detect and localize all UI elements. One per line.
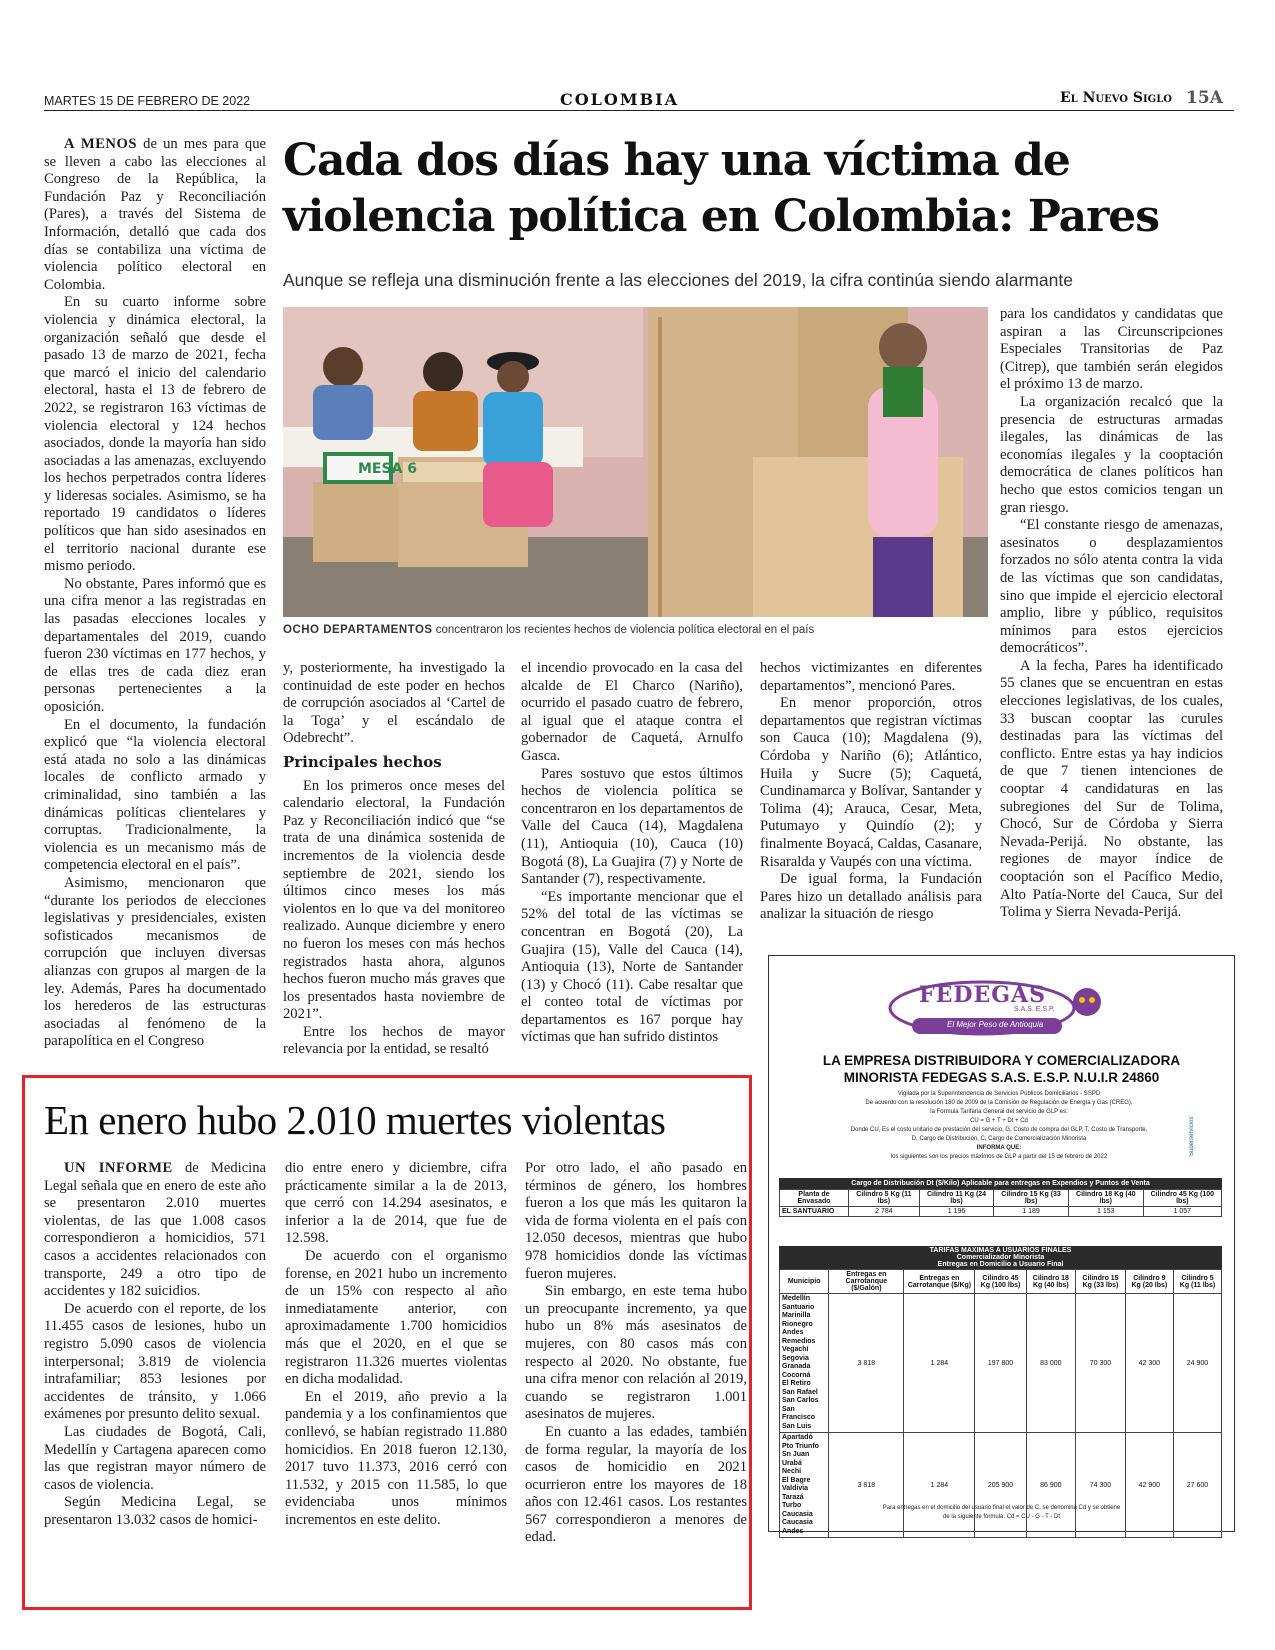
- table2-cell: 70 300: [1076, 1294, 1126, 1433]
- footer-line: Para entregas en el domicilio del usuario final el valor de C, se denomina Cd y se obtiene: [882, 1505, 1121, 1511]
- paragraph: Sin embargo, en este tema hubo un preocupante incremento, ya que hubo un 8% más asesinatos de mujeres, con 80 casos más con respecto al 2020. No obstante, fue una cifra menor con relación al 2019, cuando se registraron 1.001 asesinatos de mujeres.: [525, 1283, 747, 1423]
- fine-line: Donde CU, Es el costo unitario de prestación del servicio, G, Costo de compra del GLP, T, Costo de Transporte,: [850, 1127, 1148, 1133]
- paragraph: hechos victimizantes en diferentes departamentos”, mencionó Pares.: [760, 660, 982, 694]
- caption-text: concentraron los recientes hechos de violencia política electoral en el país: [432, 624, 815, 636]
- table2-header: Cilindro 15 Kg (33 lbs): [1076, 1270, 1126, 1294]
- table2-header: Entregas en Carrotanque ($/Kg): [904, 1270, 975, 1294]
- paragraph: Entre los hechos de mayor relevancia por la entidad, se resaltó: [283, 1023, 505, 1058]
- paragraph: En cuanto a las edades, también de forma regular, la mayoría de los casos de homicidio en 2021 ocurrieron entre los mayores de 18 años con 12.461 casos. Los restantes 567 correspondieron a menores de edad.: [525, 1423, 747, 1546]
- election-photo: [283, 307, 988, 617]
- paragraph: En su cuarto informe sobre violencia y dinámica electoral, la organización señaló que desde el pasado 13 de marzo de 2021, fecha que marcó el inicio del calendario electoral, hasta el 13 de febrero de 2022, se registraron 163 víctimas de violencia electoral y 124 hechos asociados, donde la mayoría han sido asociadas a las amenazas, excluyendo los hechos perpetrados contra líderes y lideresas sociales. Asimismo, se ha reportado 19 candidatos o líderes políticos que han sido asesinados en el territorio nacional durante ese mismo periodo.: [44, 294, 266, 575]
- main-col-2: [283, 660, 505, 1059]
- fine-line: Vigilada por la Superintendencia de Servicios Públicos Domiciliarios - SSPD: [897, 1091, 1101, 1097]
- table2-header: Cilindro 5 Kg (11 lbs): [1173, 1270, 1221, 1294]
- photo-caption: [283, 624, 814, 636]
- table1-cell: 1 057: [1143, 1207, 1221, 1217]
- table2-cell: 42 900: [1125, 1433, 1173, 1538]
- second-col-1: [44, 1160, 266, 1529]
- table2-cell: 42 300: [1125, 1294, 1173, 1433]
- subhead: Principales hechos: [283, 752, 442, 771]
- paragraph: A la fecha, Pares ha identificado 55 clanes que se encuentran en estas elecciones legislativas, de los cuales, 33 buscan cooptar las curules destinadas para las víctimas del conflicto. Entre estas ya hay indicios de que 7 tienen intenciones de cooptar 4 candidaturas en las subregiones del Sur de Tolima, Chocó, Sur de Córdoba y Sierra Nevada-Perijá. No obstante, las regiones de mayor índice de cooptación son el Pacífico Medio, Alto Patía-Norte del Cauca, Sur del Tolima y Sierra Nevada-Perijá.: [1000, 657, 1223, 921]
- paragraph: el incendio provocado en la casa del alcalde de El Charco (Nariño), ocurrido el pasado cuatro de febrero, al igual que el ataque contra el gobernador de Caquetá, Arnulfo Gasca.: [521, 660, 743, 764]
- fine-line: la Fórmula Tarifaria General del servicio de GLP es:: [930, 1109, 1068, 1115]
- table2-title-block: [779, 1246, 1222, 1269]
- paragraph: Según Medicina Legal, se presentaron 13.032 casos de homici-: [44, 1494, 266, 1528]
- table2-cell: 197 800: [975, 1294, 1026, 1433]
- paragraph: y, posteriormente, ha investigado la continuidad de este poder en hechos de corrupción asociados al ‘Cartel de la Toga’ y el escándalo de Odebrecht”.: [283, 660, 505, 747]
- table1-header: Cilindro 18 Kg (40 lbs): [1068, 1190, 1143, 1207]
- table1-header: Cilindro 11 Kg (24 lbs): [919, 1190, 993, 1207]
- table1-header: Cilindro 45 Kg (100 lbs): [1143, 1190, 1221, 1207]
- table1-cell: EL SANTUARIO: [780, 1207, 849, 1217]
- logo-text: FEDEGAS: [919, 982, 1046, 1008]
- mesa-sign: MESA 6: [358, 461, 418, 477]
- paragraph: para los candidatos y candidatas que aspiran a las Circunscripciones Especiales Transitorias de Paz (Citrep), que también serán elegidos el próximo 13 de marzo.: [1000, 306, 1223, 393]
- table1-cell: 1 153: [1068, 1207, 1143, 1217]
- table2-header: Entregas en Carrotanque ($/Galón): [829, 1270, 904, 1294]
- table2-towns: Apartadó Pto Triunfo Sn Juan Urabá Nechí El Bagre Valdivia Tarazá Turbo Caucasia Caucasia Andes: [780, 1433, 829, 1538]
- table1-header: Cilindro 15 Kg (33 lbs): [994, 1190, 1069, 1207]
- main-col-1: [44, 136, 266, 1051]
- paragraph: Las ciudades de Bogotá, Cali, Medellín y Cartagena aparecen como las que registran mayor número de casos de violencia.: [44, 1423, 266, 1493]
- table1-header: Planta de Envasado: [780, 1190, 849, 1207]
- slogan: El Mejor Peso de Antioquia: [947, 1020, 1044, 1029]
- headline-line-2: violencia política en Colombia: Pares: [283, 191, 1160, 242]
- photo-illustration: [283, 307, 988, 617]
- page-number: 15A: [1186, 88, 1223, 108]
- table1-header: Cilindro 5 Kg (11 lbs): [848, 1190, 919, 1207]
- sub-headline: Aunque se refleja una disminución frente a las elecciones del 2019, la cifra continúa siendo alarmante: [283, 270, 1073, 290]
- paragraph: No obstante, Pares informó que es una cifra menor a las registradas en las pasadas elecciones locales y departamentales del 2019, cuando fueron 230 víctimas en 177 hechos, y de ellas tres de cada diez eran personas pertenecientes a la oposición.: [44, 575, 266, 715]
- inform: INFORMA QUE:: [976, 1145, 1022, 1151]
- table2-header: Municipio: [780, 1270, 829, 1294]
- table2-subtitle2: Entregas en Domicilio a Usuario Final: [937, 1261, 1064, 1268]
- paragraph: En menor proporción, otros departamentos que registran víctimas son Cauca (10); Magdalena (9), Córdoba y Nariño (6); Atlántico, Huila y Sucre (5); Caquetá, Cundinamarca y Bolívar, Santander y Tolima (4); Arauca, Cesar, Meta, Putumayo y Quindío (2); y finalmente Boyacá, Caldas, Casanare, Risaralda y Vaupés con una víctima.: [760, 695, 982, 870]
- table2-cell: 27 600: [1173, 1433, 1221, 1538]
- main-col-5: [1000, 306, 1223, 922]
- table1-cell: 1 189: [994, 1207, 1069, 1217]
- logo-sub: S.A.S. E.S.P.: [1014, 1006, 1055, 1013]
- paragraph: En el documento, la fundación explicó que “la violencia electoral está atada no solo a las dinámicas locales de conflicto armado y criminalidad, sino también a las dinámicas políticas clientelares y corruptas. Tradicionalmente, la violencia es un mecanismo más de competencia electoral en el país”.: [44, 716, 266, 874]
- newspaper-name: El Nuevo Siglo: [1060, 90, 1172, 106]
- paragraph: Pares sostuvo que estos últimos hechos de violencia política se concentraron en los departamentos de Valle del Cauca (14), Magdalena (11), Antioquia (10), Cauca (10) Bogotá (8), La Guajira (7) y Norte de Santander (7), respectivamente.: [521, 765, 743, 888]
- table2-cell: 3 818: [829, 1433, 904, 1538]
- lead-in: A MENOS: [64, 136, 137, 152]
- table1-title: Cargo de Distribución Dt ($/Kilo) Aplicable para entregas en Expendios y Puntos de Venta: [779, 1178, 1222, 1189]
- formula: CU = G + T + Dt + Cd: [970, 1118, 1028, 1124]
- table2-cell: 24 900: [1173, 1294, 1221, 1433]
- superservicios-badge: Superservicios: [1189, 1116, 1195, 1156]
- ad-title-1: LA EMPRESA DISTRIBUIDORA Y COMERCIALIZADORA: [822, 1053, 1181, 1068]
- second-col-2: [285, 1160, 507, 1529]
- table2-header: Cilindro 45 Kg (100 lbs): [975, 1270, 1026, 1294]
- fedegas-advertisement: [768, 955, 1235, 1535]
- table1-cell: 2 784: [848, 1207, 919, 1217]
- footer-line: de la siguiente fórmula: Cd = CU - G - T - Dt: [943, 1514, 1060, 1520]
- paragraph: En los primeros once meses del calendario electoral, la Fundación Paz y Reconciliación indicó que “se trata de una dinámica sostenida de incrementos de la violencia desde septiembre de 2021, siendo los últimos cinco meses los más violentos en lo que va del monitoreo realizado. Aunque diciembre y enero no fueron los meses con más hechos registrados hasta ahora, algunos hechos fueron mucho más graves que los presentados hasta noviembre de 2021”.: [283, 777, 505, 1023]
- paragraph: Asimismo, mencionaron que “durante los periodos de elecciones legislativas y presidenciales, existen sofisticados mecanismos de corrupción que incluyen diversas alianzas con grupos al margen de la ley. Además, Pares ha documentado los herederos de las estructuras asociadas al fenómeno de la parapolítica en el Congreso: [44, 874, 266, 1050]
- header-rule: [44, 110, 1234, 111]
- table2-subtitle: Comercializador Minorista: [956, 1254, 1045, 1261]
- distribution-table: [779, 1178, 1222, 1217]
- paragraph: de Medicina Legal señala que en enero de este año se presentaron 2.010 muertes violentas, de las que 1.008 casos correspondieron a homicidios, 571 casos a accidentes relacionados con transporte, 249 a otro tipo de accidentes y 182 suicidios.: [44, 1160, 266, 1300]
- caption-lead: OCHO DEPARTAMENTOS: [283, 624, 433, 636]
- fine-line: los siguientes son los precios máximos de GLP a partir del 15 de febrero de 2022: [890, 1154, 1108, 1160]
- headline-line-1: Cada dos días hay una víctima de: [283, 135, 1070, 186]
- paragraph: La organización recalcó que la presencia de estructuras armadas ilegales, las dinámicas de las economías ilegales y la cooptación democrática de clanes políticos han hecho que estos comicios tengan un gran riesgo.: [1000, 393, 1223, 516]
- second-headline: En enero hubo 2.010 muertes violentas: [44, 1097, 666, 1143]
- main-col-4: [760, 660, 982, 924]
- table2-title: TARIFAS MAXIMAS A USUARIOS FINALES: [929, 1247, 1072, 1254]
- tariff-table: [779, 1246, 1222, 1538]
- fine-line: De acuerdo con la resolución 180 de 2009 de la Comisión de Regulación de Energía y Gas (CREG),: [865, 1100, 1133, 1106]
- table2-header: Cilindro 18 Kg (40 lbs): [1026, 1270, 1076, 1294]
- main-col-3: [521, 660, 743, 1047]
- ad-fine-print: [819, 1090, 1179, 1162]
- paragraph: “El constante riesgo de amenazas, asesinatos o desplazamientos forzados no sólo atenta contra la vida de las víctimas que son candidatas, sino que impide el ejercicio electoral amplio, libre y público, requisitos mínimos para estos ejercicios democráticos”.: [1000, 517, 1223, 657]
- second-col-3: [525, 1160, 747, 1547]
- table2-cell: 86 900: [1026, 1433, 1076, 1538]
- main-headline: [283, 133, 1159, 245]
- paragraph: de un mes para que se lleven a cabo las elecciones al Congreso de la República, la Fundación Paz y Reconciliación (Pares), a través del Sistema de Información, detalló que cada dos días se contabiliza una víctima de violencia político electoral en Colombia.: [44, 136, 266, 293]
- paragraph: Por otro lado, el año pasado en términos de género, los hombres fueron a los que más les quitaron la vida de forma violenta en el país con 12.050 decesos, mientras que hubo 978 homicidios donde las víctimas fueron mujeres.: [525, 1160, 747, 1282]
- ad-footer: [789, 1504, 1214, 1522]
- table2-cell: 1 284: [904, 1433, 975, 1538]
- paragraph: De igual forma, la Fundación Pares hizo un detallado análisis para analizar la situación de riesgo: [760, 871, 982, 923]
- ad-title-2: MINORISTA FEDEGAS S.A.S. E.S.P. N.U.I.R 24860: [843, 1070, 1160, 1085]
- lead-in: UN INFORME: [64, 1160, 173, 1176]
- issue-date: MARTES 15 DE FEBRERO DE 2022: [44, 94, 251, 108]
- table2-towns: Medellín Santuario Marinilla Rionegro Andes Remedios Vegachí Segovia Granada Cocorná El Retiro San Rafael San Carlos San Francisco San Luis: [780, 1294, 829, 1433]
- table2-cell: 83 000: [1026, 1294, 1076, 1433]
- table2-cell: 74 300: [1076, 1433, 1126, 1538]
- table1-cell: 1 196: [919, 1207, 993, 1217]
- section-title: COLOMBIA: [560, 90, 679, 109]
- table2-cell: 3 818: [829, 1294, 904, 1433]
- paragraph: En el 2019, año previo a la pandemia y a los confinamientos que conllevó, se habían registrado 11.880 homicidios. En 2018 fueron 12.130, 2017 tuvo 11.373, 2016 cerró con 11.532, y 2015 con 11.585, lo que evidenciaba unos mínimos incrementos en este delito.: [285, 1388, 507, 1528]
- table2-cell: 205 900: [975, 1433, 1026, 1538]
- table2-cell: 1 284: [904, 1294, 975, 1433]
- fine-line: D, Cargo de Distribución, C, Cargo de Comercialización Minorista: [911, 1136, 1087, 1142]
- paragraph: “Es importante mencionar que el 52% del total de las víctimas se concentran en Bogotá (20), La Guajira (15), Valle del Cauca (14), Antioquia (13), Norte de Santander (13) y Chocó (11). Cabe resaltar que el conteo total de víctimas por departamentos es 167 porque hay víctimas que han sufrido distintos: [521, 888, 743, 1046]
- paragraph: De acuerdo con el reporte, de los 11.455 casos de lesiones, hubo un registro 5.090 casos de violencia interpersonal; 3.819 de violencia intrafamiliar; 853 lesiones por accidentes de tránsito, y 1.066 exámenes por presunto delito sexual.: [44, 1300, 266, 1423]
- table2-header: Cilindro 9 Kg (20 lbs): [1125, 1270, 1173, 1294]
- paragraph: dio entre enero y diciembre, cifra prácticamente similar a la de 2013, que cerró con 14.294 asesinatos, e inferior a la de 2014, que fue de 12.598.: [285, 1160, 507, 1247]
- paragraph: De acuerdo con el organismo forense, en 2021 hubo un incremento de un 15% con respecto al año inmediatamente anterior, con aproximadamente 1.700 homicidios más que el 2020, en el que se registraron 11.326 muertes violentas en dicha modalidad.: [285, 1247, 507, 1388]
